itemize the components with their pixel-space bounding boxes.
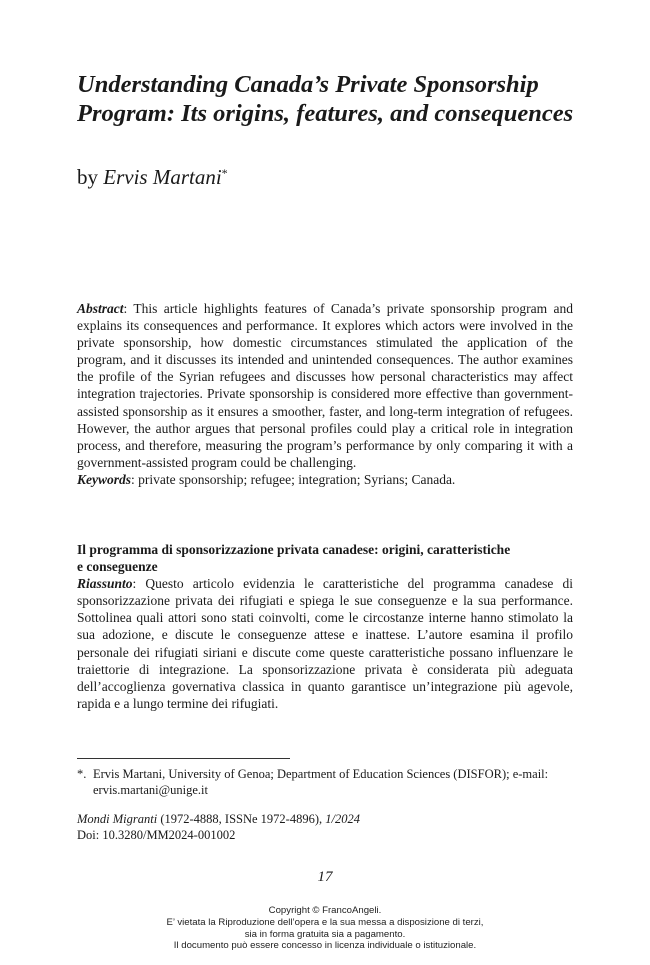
journal-name: Mondi Migranti <box>77 812 158 826</box>
footnote-line-1 <box>77 766 577 782</box>
journal-line <box>77 811 577 827</box>
italian-title <box>77 541 573 575</box>
footnote-mark: *. <box>77 767 87 781</box>
riassunto-text: Questo articolo evidenzia le caratteristiche del programma canadese di sponsorizzazione privata dei rifugiati e spiega le sue conseguenze e la sua performance. Sottolinea quali attori sono stati coinvolti, come le circostanze interne hanno stimolato la sua adozione, e discute le conseguenze attese e inattese. L’autore esamina il profilo personale dei rifugiati siriani e discute come queste caratteristiche possano influenzare le traiettorie di integrazione. La sponsorizzazione privata è considerata più adeguata dell’accoglienza governativa classica in quanto garantisce un’integrazione più agevole, rapida e a lungo termine dei rifugiati. <box>77 576 573 711</box>
italian-summary-section <box>77 541 573 712</box>
author-footnote <box>77 766 577 798</box>
riassunto-label: Riassunto <box>77 576 133 592</box>
copyright-line-3: sia in forma gratuita sia a pagamento. <box>244 928 406 940</box>
abstract-section <box>77 300 573 488</box>
author-name: Ervis Martani <box>103 165 222 189</box>
journal-issn: (1972-4888, ISSNe 1972-4896), <box>160 812 323 826</box>
journal-doi: Doi: 10.3280/MM2024-001002 <box>77 828 236 842</box>
article-title <box>77 70 597 128</box>
keywords-paragraph: Keywords: private sponsorship; refugee; integration; Syrians; Canada. <box>77 471 456 487</box>
copyright-line-2: E’ vietata la Riproduzione dell’opera e la sua messa a disposizione di terzi, <box>166 916 484 928</box>
keywords-text: private sponsorship; refugee; integration; Syrians; Canada. <box>138 471 456 487</box>
article-title-line-1: Understanding Canada’s Private Sponsorship <box>77 71 539 98</box>
abstract-paragraph: Abstract: This article highlights features of Canada’s private sponsorship program and explains its consequences and performance. It explores which actors were involved in the private sponsorship, how domestic circumstances stimulated the application of the program, and it discusses its intended and unintended consequences. The author examines the profile of the Syrian refugees and discusses how personal characteristics may affect integration trajectories. Private sponsorship is considered more effective than government-assisted sponsorship as it ensures a smoother, faster, and long-term integration of refugees. However, the author argues that personal profiles could play a critical role in integration process, and therefore, measuring the program’s performance by only comparing it with a government-assisted program could be challenging. <box>77 301 573 470</box>
article-title-line-2: Program: Its origins, features, and consequences <box>77 100 574 127</box>
footnote-affiliation-start: Ervis Martani, University of Genoa; Department of Education Sciences ( <box>93 767 458 781</box>
riassunto-paragraph: Riassunto: Questo articolo evidenzia le caratteristiche del programma canadese di sponsorizzazione privata dei rifugiati e spiega le sue conseguenze e la sua performance. Sottolinea quali attori sono stati coinvolti, come le circostanze interne hanno stimolato la sua adozione, e discute le conseguenze attese e inattese. L’autore esamina il profilo personale dei rifugiati siriani e discute come queste caratteristiche possano influenzare le traiettorie di integrazione. La sponsorizzazione privata è considerata più adeguata dell’accoglienza governativa classica in quanto garantisce un’integrazione più agevole, rapida e a lungo termine dei rifugiati. <box>77 576 573 711</box>
footnote-divider <box>77 758 290 759</box>
copyright-line-4: Il documento può essere concesso in licenza individuale o istituzionale. <box>173 940 477 952</box>
abstract-label: Abstract <box>77 301 124 316</box>
footnote-affiliation-end: ); e-mail: <box>501 767 549 781</box>
abstract-text: This article highlights features of Canada’s private sponsorship program and explains its consequences and performance. It explores which actors were involved in the private sponsorship, how domestic circumstances stimulated the application of the program, and it discusses its intended and unintended consequences. The author examines the profile of the Syrian refugees and discusses how personal characteristics may affect integration trajectories. Private sponsorship is considered more effective than government-assisted sponsorship as it ensures a smoother, faster, and long-term integration of refugees. However, the author argues that personal profiles could play a critical role in integration process, and therefore, measuring the program’s performance by only comparing it with a government-assisted program could be challenging. <box>77 301 573 470</box>
italian-title-line-2: e conseguenze <box>77 559 158 575</box>
copyright-notice <box>0 905 650 952</box>
journal-issue: 1/2024 <box>325 812 360 826</box>
author-footnote-mark: * <box>221 166 228 180</box>
author-byline <box>77 160 228 190</box>
keywords-label: Keywords <box>77 471 131 487</box>
footnote-email[interactable]: ervis.martani@unige.it <box>93 783 208 797</box>
italian-title-line-1: Il programma di sponsorizzazione privata canadese: origini, caratteristiche <box>77 542 511 557</box>
copyright-line-1: Copyright © FrancoAngeli. <box>268 905 382 916</box>
journal-citation <box>77 811 577 843</box>
page-number: 17 <box>317 869 333 885</box>
byline-prefix: by <box>77 165 98 189</box>
footnote-dept-abbr: DISFOR <box>457 767 502 781</box>
